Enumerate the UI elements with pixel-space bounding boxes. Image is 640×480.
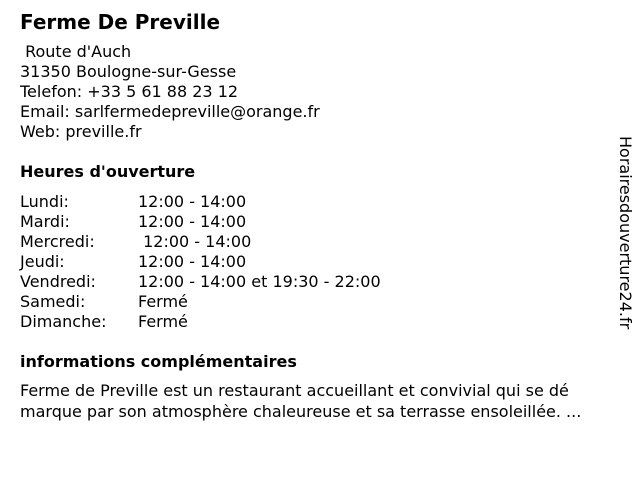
business-name: Ferme De Preville <box>20 10 221 34</box>
hours-row-dimanche <box>20 312 632 332</box>
address-city: 31350 Boulogne-sur-Gesse <box>20 62 237 81</box>
email-row <box>20 102 632 122</box>
time-value: 12:00 - 14:00 <box>138 232 252 251</box>
business-card <box>20 8 632 422</box>
web-label: Web: <box>20 122 66 141</box>
email-link[interactable]: sarlfermedepreville@orange.fr <box>74 102 320 121</box>
hours-row-mercredi <box>20 232 632 252</box>
info-line: Ferme de Preville est un restaurant accueillant et convivial qui se dé <box>20 381 569 400</box>
hours-heading: Heures d'ouverture <box>20 162 196 181</box>
time-value: 12:00 - 14:00 et 19:30 - 22:00 <box>138 272 381 291</box>
email-label: Email: <box>20 102 75 121</box>
hours-row-lundi <box>20 192 632 212</box>
time-value: Fermé <box>138 312 188 331</box>
info-description <box>20 380 632 422</box>
phone-label: Telefon: <box>20 82 88 101</box>
address-street: Route d'Auch <box>20 42 132 61</box>
site-brand-vertical: Horairesdouverture24.fr <box>616 136 635 330</box>
info-line: marque par son atmosphère chaleureuse et sa terrasse ensoleillée. ... <box>20 402 582 421</box>
hours-row-mardi <box>20 212 632 232</box>
time-value: 12:00 - 14:00 <box>138 192 247 211</box>
time-value: 12:00 - 14:00 <box>138 252 247 271</box>
info-heading: informations complémentaires <box>20 352 297 371</box>
hours-row-jeudi <box>20 252 632 272</box>
website-link[interactable]: preville.fr <box>65 122 142 141</box>
day-label: Mardi: <box>20 212 70 231</box>
phone-row <box>20 82 632 102</box>
web-row <box>20 122 632 142</box>
day-label: Dimanche: <box>20 312 107 331</box>
phone-number[interactable]: +33 5 61 88 23 12 <box>87 82 239 101</box>
day-label: Lundi: <box>20 192 69 211</box>
time-value: 12:00 - 14:00 <box>138 212 247 231</box>
day-label: Jeudi: <box>20 252 65 271</box>
time-value: Fermé <box>138 292 188 311</box>
day-label: Samedi: <box>20 292 86 311</box>
day-label: Vendredi: <box>20 272 96 291</box>
day-label: Mercredi: <box>20 232 95 251</box>
contact-block <box>20 42 632 142</box>
hours-row-samedi <box>20 292 632 312</box>
hours-row-vendredi <box>20 272 632 292</box>
opening-hours-table <box>20 192 632 332</box>
